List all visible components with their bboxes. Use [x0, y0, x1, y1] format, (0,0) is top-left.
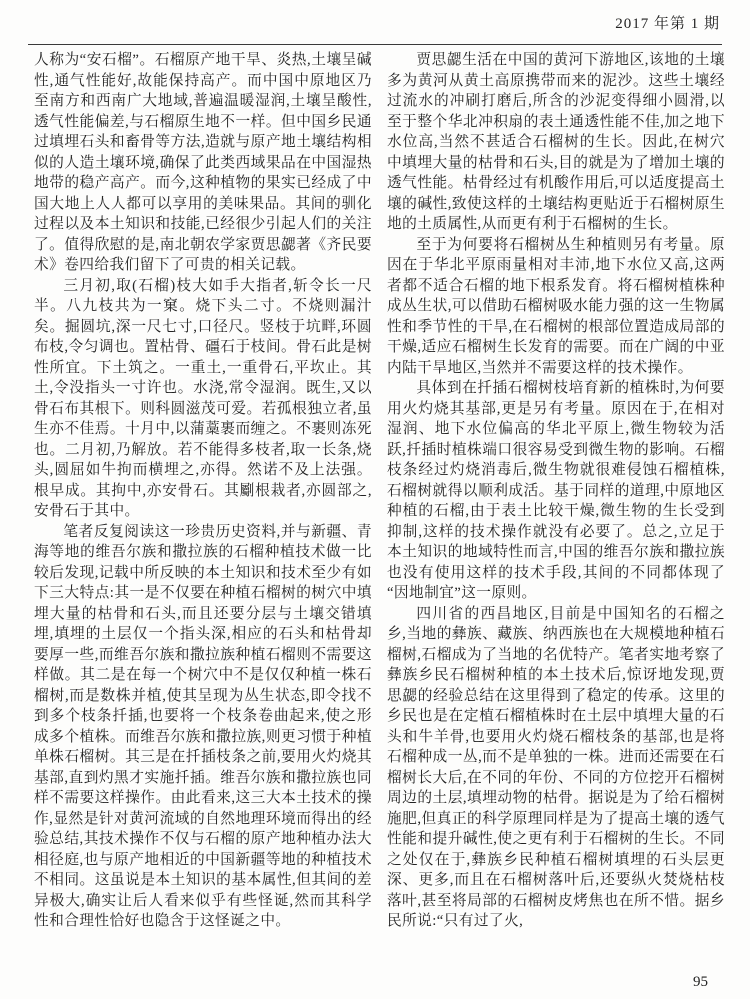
paragraph: 人称为“安石榴”。石榴原产地干旱、炎热,土壤呈碱性,通气性能好,故能保持高产。而中国中原地区乃至南方和西南广大地域,普遍温暖湿润,土壤呈酸性,透气性能偏差,与石榴原生地不一样。但中国乡民通过填埋石头和畜骨等方法,造就与原产地土壤结构相似的人造土壤环境,确保了此类西域果品在中国湿热地带的稳产高产。而今,这种植物的果实已经成了中国大地上人人都可以享用的美味果品。其间的驯化过程以及本土知识和技能,已经很少引起人们的关注了。值得欣慰的是,南北朝农学家贾思勰著《齐民要术》卷四给我们留下了可贵的相关记载。: [34, 52, 372, 273]
paragraph: 具体到在扦插石榴树枝培育新的植株时,为何要用火灼烧其基部,更是另有考量。原因在于,在相对湿润、地下水位偏高的华北平原上,微生物较为活跃,扦插时植株端口很容易受到微生物的影响。石榴枝条经过灼烧消毒后,微生物就很难侵蚀石榴植株,石榴树就得以顺利成活。基于同样的道理,中原地区种植的石榴,由于表土比较干燥,微生物的生长受到抑制,这样的技术操作就没有必要了。总之,立足于本土知识的地域特性而言,中国的维吾尔族和撒拉族也没有使用这样的技术手段,其间的不同都体现了“因地制宜”这一原则。: [387, 380, 725, 601]
page-header: [28, 12, 720, 33]
paragraph: 至于为何要将石榴树丛生种植则另有考量。原因在于华北平原雨量相对丰沛,地下水位又高,这两者都不适合石榴的地下根系发育。将石榴树植株种成丛生状,可以借助石榴树吸水能力强的这一生物属性和季节性的干旱,在石榴树的根部位置造成局部的干燥,适应石榴树生长发育的需要。而在广阔的中亚内陆干旱地区,当然并不需要这样的技术操作。: [387, 236, 725, 376]
paragraph: 贾思勰生活在中国的黄河下游地区,该地的土壤多为黄河从黄土高原携带而来的泥沙。这些土壤经过流水的冲刷打磨后,所含的沙泥变得细小圆滑,以至于整个华北冲积扇的表土通透性能不佳,加之地下水位高,当然不甚适合石榴树的生长。因此,在树穴中填埋大量的枯骨和石头,目的就是为了增加土壤的透气性能。枯骨经过有机酸作用后,可以适度提高土壤的碱性,致使这样的土壤结构更贴近于石榴树原生地的土质属性,从而更有利于石榴树的生长。: [387, 52, 725, 232]
paragraph: 笔者反复阅读这一珍贵历史资料,并与新疆、青海等地的维吾尔族和撒拉族的石榴种植技术做一比较后发现,记载中所反映的本土知识和技术至少有如下三大特点:其一是不仅要在种植石榴树的树穴中填埋大量的枯骨和石头,而且还要分层与土壤交错填埋,填埋的土层仅一个指头深,相应的石头和枯骨却要厚一些,而维吾尔族和撒拉族种植石榴则不需要这样做。其二是在每一个树穴中不是仅仅种植一株石榴树,而是数株并植,使其呈现为丛生状态,即令找不到多个枝条扦插,也要将一个枝条卷曲起来,使之形成多个植株。而维吾尔族和撒拉族,则更习惯于种植单株石榴树。其三是在扦插枝条之前,要用火灼烧其基部,直到灼黑才实施扦插。维吾尔族和撒拉族也同样不需要这样操作。由此看来,这三大本土技术的操作,显然是针对黄河流域的自然地理环境而得出的经验总结,其技术操作不仅与石榴的原产地种植办法大相径庭,也与原产地相近的中国新疆等地的种植技术不相同。这虽说是本土知识的基本属性,但其间的差异极大,确实让后人看来似乎有些怪诞,然而其科学性和合理性恰好也隐含于这怪诞之中。: [34, 523, 372, 929]
page-number: 95: [693, 974, 708, 990]
left-column: [34, 50, 372, 932]
issue-label: 2017 年第 1 期: [615, 16, 720, 32]
right-column: [387, 50, 725, 932]
header-divider: [28, 44, 722, 45]
paragraph: 四川省的西昌地区,目前是中国知名的石榴之乡,当地的彝族、藏族、纳西族也在大规模地种植石榴树,石榴成为了当地的名优特产。笔者实地考察了彝族乡民石榴树种植的本土技术后,惊讶地发现,贾思勰的经验总结在这里得到了稳定的传承。这里的乡民也是在定植石榴植株时在土层中填埋大量的石头和牛羊骨,也要用火灼烧石榴枝条的基部,也是将石榴种成一丛,而不是单独的一株。进而还需要在石榴树长大后,在不同的年份、不同的方位挖开石榴树周边的土层,填埋动物的枯骨。据说是为了给石榴树施肥,但真正的科学原理同样是为了提高土壤的透气性能和提升碱性,使之更有利于石榴树的生长。不同之处仅在于,彝族乡民种植石榴树填埋的石头层更深、更多,而且在石榴树落叶后,还要纵火焚烧枯枝落叶,甚至将局部的石榴树皮烤焦也在所不惜。据乡民所说:“只有过了火,: [387, 605, 725, 929]
article-body: [34, 50, 725, 932]
paragraph-quote: 三月初,取(石榴)枝大如手大指者,斩令长一尺半。八九枝共为一窠。烧下头二寸。不烧则漏汁矣。掘圆坑,深一尺七寸,口径尺。竖枝于坑畔,环圆布枝,令匀调也。置枯骨、礓石于枝间。骨石此是树性所宜。下土筑之。一重土,一重骨石,平坎止。其土,令没指头一寸许也。水浇,常令湿润。既生,又以骨石布其根下。则科圆滋茂可爱。若孤根独立者,虽生亦不佳焉。十月中,以蒲藁裹而缠之。不裹则冻死也。二月初,乃解放。若不能得多枝者,取一长条,烧头,圆屈如牛拘而横埋之,亦得。然诺不及上法强。根早成。其拘中,亦安骨石。其劚根栽者,亦圆部之,安骨石于其中。: [34, 277, 372, 519]
